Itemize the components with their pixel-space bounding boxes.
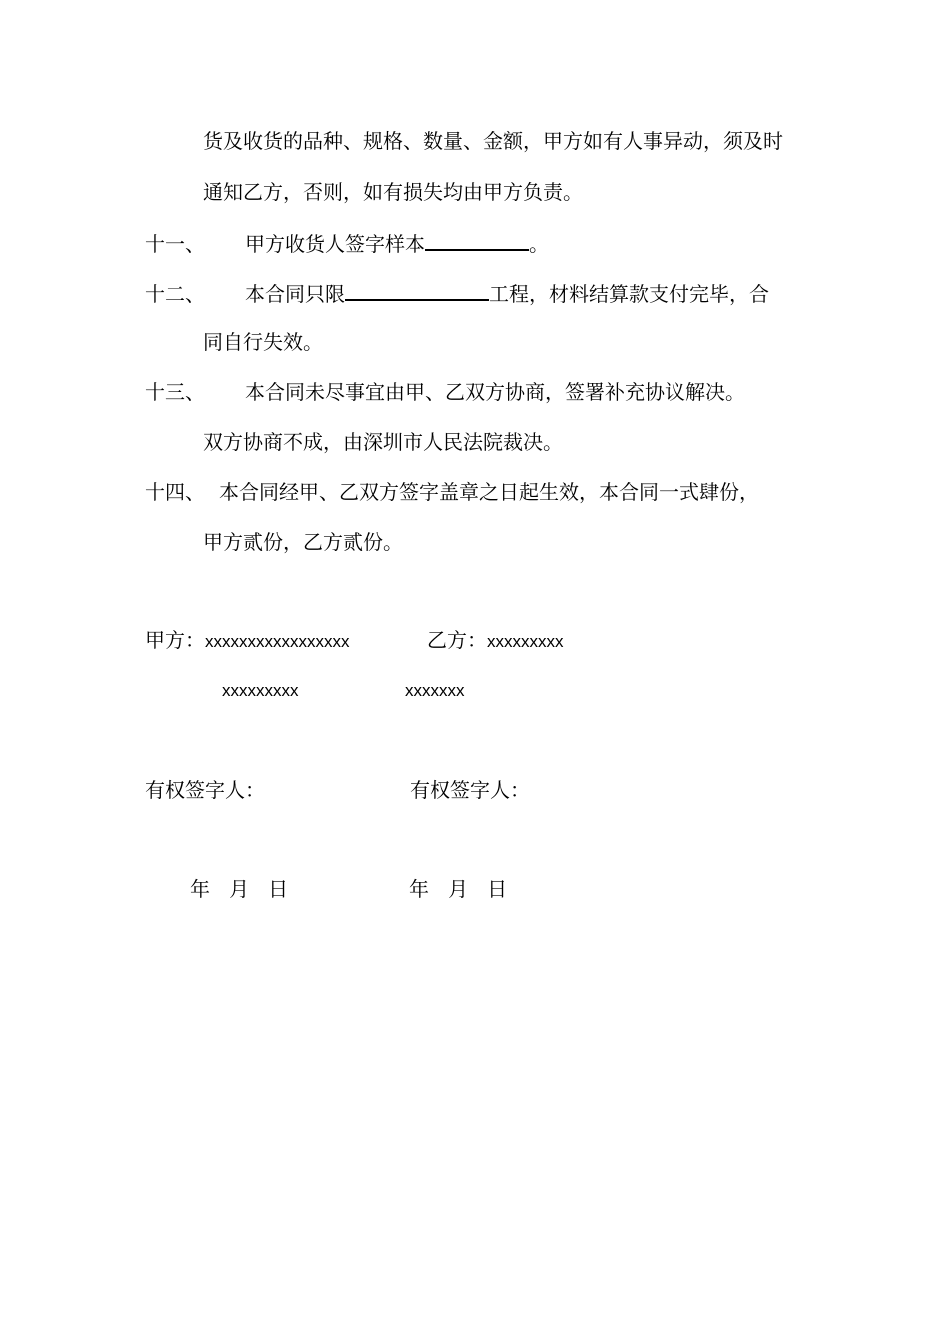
clause-text: 本合同未尽事宜由甲、乙双方协商，签署补充协议解决。: [245, 380, 745, 404]
clause-13-line-2: 双方协商不成，由深圳市人民法院裁决。: [203, 430, 563, 454]
clause-number: 十三、: [145, 380, 205, 404]
party-b-row: [427, 627, 564, 655]
party-b-signatory: 有权签字人：: [410, 778, 530, 802]
party-a-date: 年 月 日: [190, 877, 289, 901]
clause-13: [145, 379, 745, 405]
party-a-line-2: xxxxxxxxx: [222, 681, 299, 700]
party-b-line-2: xxxxxxx: [405, 681, 465, 700]
party-a-label: 甲方：: [145, 628, 205, 652]
clause-text: 本合同只限: [245, 282, 345, 306]
party-a-name: xxxxxxxxxxxxxxxxx: [205, 632, 350, 651]
party-b-date: 年 月 日: [409, 877, 508, 901]
party-b-name: xxxxxxxxx: [487, 632, 564, 651]
clause-12-line-2: 同自行失效。: [203, 330, 323, 354]
paragraph-continuation-line-2: 通知乙方，否则，如有损失均由甲方负责。: [203, 180, 583, 204]
clause-text: 甲方收货人签字样本: [245, 232, 425, 256]
clause-number: 十二、: [145, 282, 205, 306]
party-a-row: [145, 627, 350, 655]
clause-11: 十一、 甲方收货人签字样本 。: [145, 229, 549, 257]
clause-14-line-2: 甲方贰份，乙方贰份。: [203, 530, 403, 554]
clause-number: 十一、: [145, 232, 205, 256]
fill-in-blank[interactable]: [345, 279, 489, 301]
clause-number: 十四、: [145, 480, 205, 504]
clause-12: 十二、 本合同只限 工程，材料结算款支付完毕，合: [145, 279, 769, 307]
party-b-label: 乙方：: [427, 628, 487, 652]
clause-14: [145, 479, 759, 505]
fill-in-blank[interactable]: [425, 229, 529, 251]
party-a-signatory: 有权签字人：: [145, 778, 265, 802]
paragraph-continuation-line-1: 货及收货的品种、规格、数量、金额，甲方如有人事异动，须及时: [203, 129, 783, 153]
clause-text: 本合同经甲、乙双方签字盖章之日起生效，本合同一式肆份，: [219, 480, 759, 504]
